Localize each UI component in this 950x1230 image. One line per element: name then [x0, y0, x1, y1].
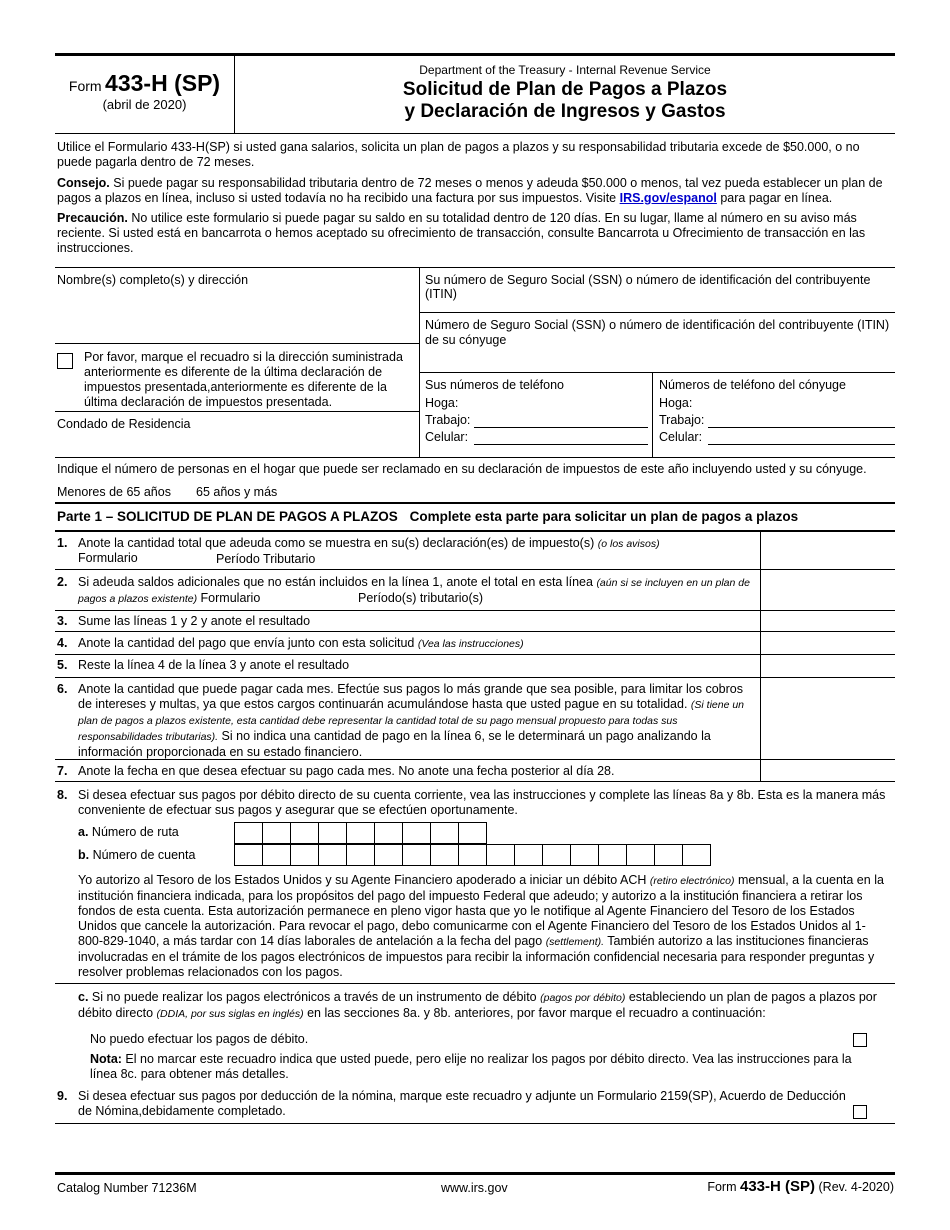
your-cell-phone-label: Celular: — [425, 430, 469, 444]
line4-amount[interactable] — [763, 634, 895, 654]
auth-note-2: (settlement). — [545, 936, 605, 948]
county-label: Condado de Residencia — [57, 417, 191, 431]
name-box-bottom-rule — [55, 343, 419, 344]
line8-text: Si desea efectuar sus pagos por débito directo de su cuenta corriente, vea las instrucciones y complete las líneas 8a y 8b. Esta es la manera más conveniente de efectuar sus pagos y asegurar que se efectúen oportunamente. — [78, 788, 886, 817]
line5-text: Reste la línea 4 de la línea 3 y anote el resultado — [78, 658, 350, 672]
line8c-label-a: Si no puede realizar los pagos electrónicos a través de un instrumento de débito — [88, 990, 541, 1004]
agency-name: Department of the Treasury - Internal Revenue Service — [419, 63, 711, 77]
form-number: 433-H (SP) — [105, 70, 221, 96]
line9-bottom-rule — [55, 1123, 895, 1124]
line4-label: Anote la cantidad del pago que envía junto con esta solicitud — [78, 636, 418, 650]
line4-text — [78, 636, 524, 652]
consejo-label: Consejo. — [57, 176, 110, 190]
line4-note: (Vea las instrucciones) — [417, 638, 524, 650]
consejo-paragraph — [57, 176, 895, 206]
spouse-ssn-field[interactable] — [425, 350, 894, 370]
line8c-label-c: en las secciones 8a. y 8b. anteriores, por favor marque el recuadro a continuación: — [303, 1006, 766, 1020]
auth-text-b: mensual, a la cuenta en la institución financiera indicada, para los propósitos del pago del impuesto Federal que adeudo; y autorizo a la institución financiera a retirar los fondos de esta cuenta. Esta autorización permanece en pleno vigor hasta que yo le notifique al Agente Financiero del Tesoro de los Estados Unidos que cancele la autorización. Para revocar el pago, debo comunicarme con el Agente Financiero del Tesoro de los Estados Unidos al 1-800-829-1040, a más tardar con 14 días laborales de antelación a la fecha del pago — [78, 873, 884, 948]
spouse-work-phone-label: Trabajo: — [659, 413, 705, 427]
spouse-home-phone-label: Hoga: — [659, 396, 693, 410]
line2-note: (aún si se incluyen en un plan de pagos a plazos existente) — [78, 577, 750, 605]
footer-form-prefix: Form — [707, 1180, 737, 1194]
line6-label: Anote la cantidad que puede pagar cada mes. Efectúe sus pagos lo más grande que sea posible, para limitar los cobros de intereses y multas, ya que estos cargos continuarán acumulándose hasta que usted pague en su totalidad. — [78, 682, 743, 711]
line8c-note-1: (pagos por débito) — [540, 992, 626, 1004]
line5-amount[interactable] — [763, 657, 895, 677]
your-cell-phone-field[interactable] — [474, 444, 648, 445]
nota-body: El no marcar este recuadro indica que usted puede, pero elije no realizar los pagos por débito directo. Vea las instrucciones para la línea 8c. para obtener más detalles. — [90, 1052, 852, 1081]
your-work-phone-field[interactable] — [474, 427, 648, 428]
payroll-deduction-checkbox[interactable] — [853, 1105, 867, 1119]
part1-title: Parte 1 – SOLICITUD DE PLAN DE PAGOS A PLAZOS — [57, 509, 398, 524]
line3-amount[interactable] — [763, 613, 895, 631]
county-field[interactable] — [57, 433, 416, 455]
line8a-letter: a. — [78, 825, 89, 839]
precaucion-text: No utilice este formulario si puede pagar su saldo en su totalidad dentro de 120 días. En su lugar, llame al número en su aviso más reciente. Si usted está en bancarrota o hemos aceptado su ofrecimiento de transacción, consulte Bancarrota u Ofrecimiento de transacción en las instrucciones. — [57, 211, 866, 255]
account-number-label — [78, 848, 195, 862]
address-change-checkbox[interactable] — [57, 353, 73, 369]
form-title-line2: y Declaración de Ingresos y Gastos — [404, 101, 726, 122]
part1-bottom-rule — [55, 530, 895, 532]
no-debit-checkbox[interactable] — [853, 1033, 867, 1047]
footer-revision: (Rev. 4-2020) — [818, 1180, 894, 1194]
part1-header — [57, 509, 798, 524]
nota-label: Nota: — [90, 1052, 122, 1066]
line1-label: Anote la cantidad total que adeuda como se muestra en su(s) declaración(es) de impuesto(s) — [78, 536, 598, 550]
footer-form-number: 433-H (SP) — [739, 1178, 816, 1195]
line1-amount[interactable] — [763, 534, 895, 568]
line8c-text — [78, 990, 880, 1022]
line2-amount[interactable] — [763, 573, 895, 609]
line9-number: 9. — [57, 1089, 68, 1103]
ssn-field[interactable] — [425, 290, 894, 310]
line2-form-label: Formulario — [197, 591, 261, 605]
line2-number: 2. — [57, 575, 68, 589]
your-phones-label: Sus números de teléfono — [425, 378, 564, 392]
your-home-phone-label: Hoga: — [425, 396, 459, 410]
line6-number: 6. — [57, 682, 68, 696]
line6-amount[interactable] — [763, 680, 895, 758]
ssn-bottom-rule — [419, 312, 895, 313]
ssn-label: Su número de Seguro Social (SSN) o número de identificación del contribuyente (ITIN) — [425, 273, 871, 301]
line6-label-end: Si no indica una cantidad de pago en la línea 6, se le determinará un pago analizando la información proporcionada en su estado financiero. — [78, 729, 711, 759]
footer-rule — [55, 1172, 895, 1175]
line8b-letter: b. — [78, 848, 90, 862]
no-debit-label: No puedo efectuar los pagos de débito. — [90, 1032, 309, 1046]
spouse-cell-phone-field[interactable] — [708, 444, 895, 445]
part1-subtitle: Complete esta parte para solicitar un plan de pagos a plazos — [409, 509, 799, 524]
routing-number-label — [78, 825, 179, 839]
account-number-grid[interactable] — [234, 844, 711, 865]
intro-paragraph: Utilice el Formulario 433-H(SP) si usted gana salarios, solicita un plan de pagos a plazos y su responsabilidad tributaria excede de $50.000, o no puede pagarla dentro de 72 meses. — [57, 140, 860, 169]
auth-note-1: (retiro electrónico) — [649, 875, 735, 887]
line1-text — [78, 536, 758, 552]
precaucion-label: Precaución. — [57, 211, 128, 225]
household-text: Indique el número de personas en el hogar que puede ser reclamado en su declaración de impuestos de este año incluyendo usted y su cónyuge. — [57, 462, 867, 476]
line8c-letter: c. — [78, 990, 89, 1004]
line3-text: Sume las líneas 1 y 2 y anote el resultado — [78, 614, 311, 628]
top-rule — [55, 53, 895, 56]
line3-number: 3. — [57, 614, 68, 628]
row-rule — [55, 654, 895, 655]
ach-authorization-text — [78, 873, 890, 980]
line2-label: Si adeuda saldos adicionales que no están incluidos en la línea 1, anote el total en esta línea — [78, 575, 597, 589]
line2-period-label: Período(s) tributario(s) — [358, 591, 484, 605]
row-rule — [55, 631, 895, 632]
irs-website: www.irs.gov — [441, 1181, 508, 1195]
row-rule — [55, 781, 895, 782]
footer-form-id — [707, 1178, 894, 1195]
your-work-phone-label: Trabajo: — [425, 413, 471, 427]
line8-number: 8. — [57, 788, 68, 802]
line6-note: (Si tiene un plan de pagos a plazos existente, esta cantidad debe representar la cantidad total de su pago mensual propuesto para todas sus responsabilidades tributarias). — [78, 699, 745, 743]
irs-espanol-link[interactable]: IRS.gov/espanol — [619, 191, 717, 205]
precaucion-paragraph — [57, 211, 895, 256]
auth-text-a: Yo autorizo al Tesoro de los Estados Unidos y su Agente Financiero apoderado a iniciar un débito ACH — [78, 873, 650, 887]
phones-divider — [652, 372, 653, 457]
part1-top-rule — [55, 502, 895, 504]
nota-text — [90, 1052, 882, 1082]
address-change-text: Por favor, marque el recuadro si la dirección suministrada anteriormente es diferente de la última declaración de impuestos presentada,anteriormente es diferente de la última declaración de impuestos presentada. — [84, 350, 403, 409]
spouse-work-phone-field[interactable] — [708, 427, 895, 428]
spouse-ssn-bottom-rule — [419, 372, 895, 373]
name-address-field[interactable] — [57, 290, 416, 340]
line8c-top-rule — [55, 983, 895, 984]
form-title-line1: Solicitud de Plan de Pagos a Plazos — [402, 79, 728, 100]
name-address-label: Nombre(s) completo(s) y dirección — [57, 273, 249, 287]
spouse-cell-phone-label: Celular: — [659, 430, 703, 444]
line1-number: 1. — [57, 536, 68, 550]
row-rule — [55, 677, 895, 678]
line9-text: Si desea efectuar sus pagos por deducción de la nómina, marque este recuadro y adjunte un Formulario 2159(SP), Acuerdo de Deducción de Nómina,debidamente completado. — [78, 1089, 846, 1118]
line1-note: (o los avisos) — [597, 538, 660, 550]
info-top-rule — [55, 267, 895, 268]
line5-number: 5. — [57, 658, 68, 672]
line7-date[interactable] — [763, 762, 895, 781]
consejo-text-end: para pagar en línea. — [716, 191, 833, 205]
info-bottom-rule — [55, 457, 895, 458]
auth-text-c: También autorizo a las instituciones financieras involucradas en el trámite de los pagos electrónicos de impuestos para recibir la información confidencial necesaria para responder preguntas y resolver problemas relacionados con los pagos. — [78, 934, 875, 979]
form-id-block — [55, 70, 234, 112]
header-bottom-rule — [55, 133, 895, 134]
line7-number: 7. — [57, 764, 68, 778]
line8a-label: Número de ruta — [88, 825, 179, 839]
title-block — [235, 63, 895, 123]
catalog-number: Catalog Number 71236M — [57, 1181, 197, 1195]
spouse-phones-label: Números de teléfono del cónyuge — [659, 378, 846, 392]
row-rule — [55, 569, 895, 570]
line1-period-label: Período Tributario — [216, 552, 316, 566]
address-check-bottom-rule — [55, 411, 419, 412]
routing-number-grid[interactable] — [234, 822, 487, 843]
line1-form-label: Formulario — [78, 551, 138, 565]
info-center-divider — [419, 267, 420, 457]
spouse-ssn-label: Número de Seguro Social (SSN) o número de identificación del contribuyente (ITIN) de su cónyuge — [425, 318, 890, 347]
consejo-text: Si puede pagar su responsabilidad tributaria dentro de 72 meses o menos y adeuda $50.000 o menos, tal vez pueda establecer un plan de pagos a plazos en línea, incluso si usted todavía no ha recibido una factura por sus impuestos. Visite — [57, 176, 883, 205]
form-prefix: Form — [68, 78, 102, 94]
line8c-label-b: estableciendo un plan de pagos a plazos por débito directo — [78, 990, 877, 1020]
line4-number: 4. — [57, 636, 68, 650]
line8c-note-2: (DDIA, por sus siglas en inglés) — [156, 1008, 304, 1020]
line7-text: Anote la fecha en que desea efectuar su pago cada mes. No anote una fecha posterior al día 28. — [78, 764, 615, 778]
under-65-label: Menores de 65 años — [57, 485, 171, 499]
row-rule — [55, 610, 895, 611]
form-date: (abril de 2020) — [102, 97, 187, 112]
line6-text — [78, 682, 750, 760]
line8b-label: Número de cuenta — [89, 848, 196, 862]
over-65-label: 65 años y más — [196, 485, 278, 499]
